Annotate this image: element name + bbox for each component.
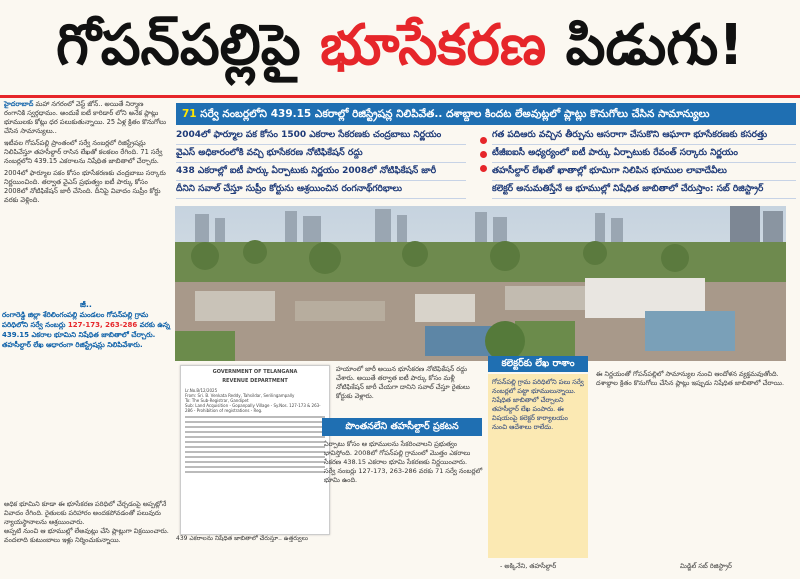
subhead: గత పదిఆరు వచ్చిన తీర్పును ఆసరాగా చేసుకొని ఆఘాగా భూసేకరణకు కసరత్తు [492,127,796,145]
subhead: 438 ఎకరాల్లో ఐటీ పార్కు ఏర్పాటుకు నిర్ణయం 2008లో నోటిఫికేషన్ జారీ [176,163,466,181]
inset-body: రంగారెడ్డి జిల్లా శేరిలింగంపల్లి మండలం గోపన్‌పల్లి గ్రామ పరిధిలోని సర్వే నంబర్లు 127-173, 263-286 వరకు ఉన్న 439.15 ఎకరాల భూమిని నిషేధిత జాబితాలో చేర్చారు. తహసీల్దార్ లేఖ ఆధారంగా రిజిస్ట్రేషన్లు నిలిపివేశారు. [2,311,170,349]
left-column [0,100,168,315]
subhead: దీనిని సవాల్ చేస్తూ సుప్రీం కోర్టును ఆశ్రయించిన రంగనాథ్‌గరిభాలు [176,181,466,199]
dateline: హైదరాబాద్ [4,100,34,108]
subheads-right [492,127,796,199]
doc-ref: Lr.No.B/12/2025 [185,388,218,393]
left-paragraph: హైదరాబాద్ మహా నగరంలో వెస్ట్ జోన్.. అయితే నిర్మాణ రంగానికి స్వర్గధామం. అందుకే ఐటీ కారిడార్ లోని అనేక ప్లాట్లు భూములకు కోట్లు ధర పలుకుతున్నాయి. 25 ఏళ్ల క్రితం కొనుగోలు చేసిన సామాన్యులు.. [4,100,166,135]
aerial-photo [175,206,786,361]
subsection-band-2: కలెక్టర్‌కు లేఖ రాశాం [488,356,588,372]
left-paragraph: 2004లో ఫార్మూల పకం కోసం భూసేకరణకు చంద్రబాబు సర్కారు నిర్ణయించింది. తర్వాత వైఎస్ ప్రభుత్వం ఐటీ పార్కు కోసం 2008లో నోటిఫికేషన్ జారీ చేసింది. దీనిపై వివాదం సుప్రీం కోర్టు వరకు వెళ్లింది. [4,169,166,204]
bullet-icon [480,137,487,144]
article-column-4: ఈ నిర్ణయంతో గోపన్‌పల్లిలో సామాన్యుల నుంచి ఆందోళన వ్యక్తమవుతోంది. దశాబ్దాల క్రితం కొనుగోలు చేసిన ప్లాట్లు ఇప్పుడు నిషేధిత జాబితాలో చేరాయి. [596,370,785,387]
subsection-band-1: పొంతనలేని తహసీల్దార్ ప్రకటన [322,418,482,436]
subhead: టీజీఐఐసీ అధ్యర్యంలో ఐటీ పార్కు ఏర్పాటుకు రేవంత్ సర్కారు నిర్ణయం [492,145,796,163]
signature: మిడ్జిల్ సబ్ రిజిస్ట్రార్ [680,562,732,570]
doc-head2: REVENUE DEPARTMENT [222,378,288,384]
doc-to: To: The Sub-Registrar, Gandipet [185,398,249,403]
subhead: కలెక్టర్ అనుమతిస్తేనే ఆ భూముల్లో నిషేధిత జాబితాలో చేరుస్తాం: సబ్ రిజిస్ట్రార్ [492,181,796,199]
headline-part2: భూసేకరణ [320,13,547,78]
doc-caption: 439 ఎకరాలను నిషేధిత జాబితాలో చేరుస్తూ.. ఉత్తర్వులు [176,535,308,542]
official-letter [180,365,330,535]
headline-rule [0,95,800,98]
aerial-photo-image [175,206,786,361]
article-column-1: అధిక భూమిని కూడా ఈ భూసేకరణ పరిధిలో చేర్చడంపై అప్పట్లోనే వివాదం రేగింది. రైతులకు పరిహారం అందకపోవడంతో పలువురు న్యాయస్థానాలను ఆశ్రయించారు. అప్పటి నుంచి ఆ భూముల్లో లేఅవుట్లు చేసి ప్లాట్లుగా విక్రయించారు. వందలాది కుటుంబాలు ఇళ్లు నిర్మించుకున్నాయి. [4,500,169,544]
highlight-box: గోపన్‌పల్లి గ్రామ పరిధిలోని పలు సర్వే నంబర్లలో పట్టా భూములున్నాయి. నిషేధిత జాబితాలో చేర్చాలని తహసీల్దార్ లేఖ పంపారు. ఈ విషయంపై కలెక్టర్ కార్యాలయం నుంచి ఆదేశాలు రాలేదు. [488,374,588,558]
headline [0,0,800,92]
subhead: 2004లో ఫార్మూల పక కోసం 1500 ఎకరాల సేకరణకు చంద్రబాబు నిర్ణయం [176,127,466,145]
doc-subject: Sub: Land Acquisition - Gopanpally Village - Sy.Nos. 127-173 & 263-286 - Prohibition of registrations - Reg. [185,403,321,413]
inset-box [2,300,170,485]
subheads-left [176,127,466,199]
subhead: వైఎస్ అధికారంలోకి వచ్చి భూసేకరణ నోటిఫికేషన్ రద్దు [176,145,466,163]
headline-part3: పిడుగు! [565,13,744,78]
left-paragraph: ఇటీవల గోపన్‌పల్లి ప్రాంతంలో సర్వే నంబర్లలో రిజిస్ట్రేషన్లు నిలిపివేస్తూ తహసీల్దార్ రాసిన లేఖతో కలకలం రేగింది. 71 సర్వే నంబర్లలోని 439.15 ఎకరాలను నిషేధిత జాబితాలో చేర్చారు. [4,139,163,165]
article-column-3: ఏర్పాటు కోసం ఆ భూములను సేకరించాలని ప్రభుత్వం భావిస్తోంది. 2008లో గోపన్‌పల్లి గ్రామంలో మొత్తం ఎకరాలు సేకరణ 438.15 ఎకరాల భూమి సేకరణకు నిర్ణయించారు. సర్వే నంబర్లు 127-173, 263-286 వరకు 71 సర్వే నంబర్లలో భూమి ఉంది. [324,440,483,484]
subhead: తహసీల్దార్ లేఖతో ఖాతాల్లో భూమిగా నిలిపిన భూముల లావాదేవీలు [492,163,796,181]
bullet-icon [480,151,487,158]
bullet-icon [480,165,487,172]
summary-band: 71 సర్వే నంబర్లలోని 439.15 ఎకరాల్లో రిజిస్ట్రేషన్ల నిలిపివేత.. దశాబ్దాల కిందట లేఅవుట్లలో ప్లాట్లు కొనుగోలు చేసిన సామాన్యులు [176,103,796,125]
doc-head1: GOVERNMENT OF TELANGANA [212,369,298,375]
inset-title: జీ.. [80,300,92,309]
article-column-2: హయాంలో జారీ అయిన భూసేకరణ నోటిఫికేషన్ రద్దు చేశారు. అయితే తర్వాత ఐటీ పార్కు కోసం మళ్లీ నోటిఫికేషన్ జారీ చేయగా దానిని సవాల్ చేస్తూ రైతులు కోర్టుకు వెళ్లారు. [336,365,470,400]
headline-part1: గోపన్‌పల్లిపై [56,13,301,78]
doc-from: From: Sri. B. Venkata Reddy, Tahsildar, Serilingampally [185,393,295,398]
signature: - అక్కినేని, తహసీల్దార్ [500,562,557,570]
bullet-marks [478,130,488,186]
